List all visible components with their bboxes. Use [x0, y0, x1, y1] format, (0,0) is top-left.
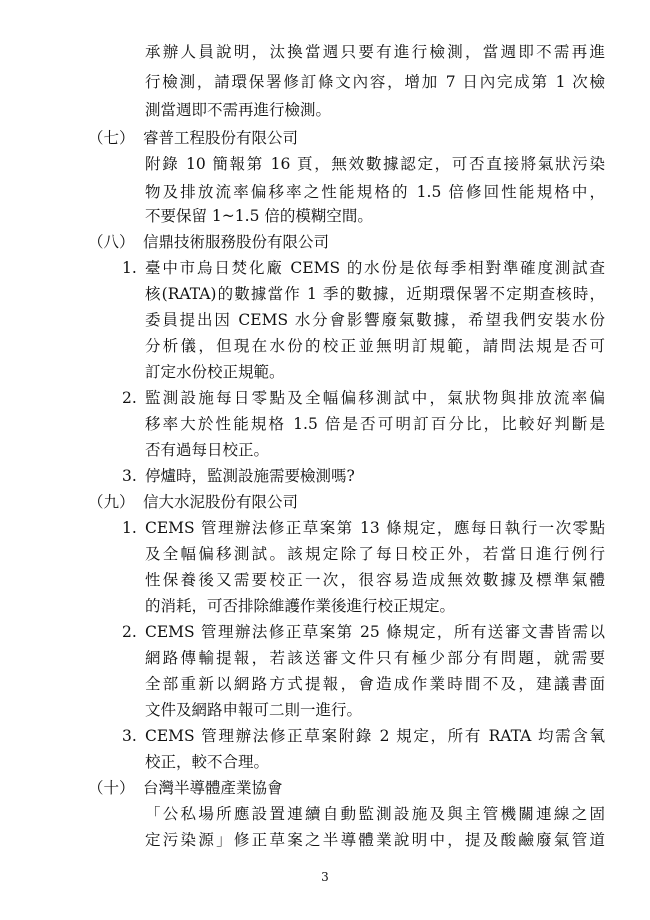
paragraph-line: 定污染源」修正草案之半導體業說明中，提及酸鹼廢氣管道	[145, 831, 605, 849]
paragraph-line: 全部重新以網路方式提報，會造成作業時間不及，建議書面	[145, 675, 605, 693]
paragraph-line: 委員提出因 CEMS 水分會影響廢氣數據，希望我們安裝水份	[145, 311, 605, 329]
section-marker: （十）	[88, 779, 135, 797]
paragraph-line: 物及排放流率偏移率之性能規格的 1.5 倍修回性能規格中，	[145, 183, 605, 201]
paragraph-line: 校正，較不合理。	[145, 753, 270, 771]
paragraph-line: 否有過每日校正。	[145, 441, 270, 459]
paragraph-line: 監測設施每日零點及全幅偏移測試中，氣狀物與排放流率偏	[145, 389, 605, 407]
paragraph-line: 停爐時，監測設施需要檢測嗎?	[145, 467, 355, 485]
section-marker: （七）	[88, 129, 135, 147]
section-title: 信鼎技術服務股份有限公司	[143, 233, 330, 251]
paragraph-line: 移率大於性能規格 1.5 倍是否可明訂百分比，比較好判斷是	[145, 415, 605, 433]
paragraph-line: 「公私場所應設置連續自動監測設施及與主管機關連線之固	[145, 805, 605, 823]
paragraph-line: CEMS 管理辦法修正草案第 13 條規定，應每日執行一次零點	[145, 519, 605, 537]
paragraph-line: 測當週即不需再進行檢測。	[145, 101, 332, 119]
paragraph-line: 文件及網路申報可二則一進行。	[145, 701, 363, 719]
item-number: 1.	[122, 519, 137, 537]
paragraph-line: 行檢測，請環保署修訂條文內容，增加 7 日內完成第 1 次檢	[145, 73, 605, 91]
paragraph-line: 訂定水份校正規範。	[145, 363, 285, 381]
paragraph-line: 核(RATA)的數據當作 1 季的數據，近期環保署不定期查核時，	[145, 285, 605, 303]
paragraph-line: CEMS 管理辦法修正草案第 25 條規定，所有送審文書皆需以	[145, 623, 605, 641]
section-title: 台灣半導體產業協會	[143, 779, 283, 797]
item-number: 1.	[122, 259, 137, 277]
section-title: 睿普工程股份有限公司	[143, 129, 299, 147]
section-marker: （九）	[88, 493, 135, 511]
section-marker: （八）	[88, 233, 135, 251]
item-number: 2.	[122, 389, 137, 407]
paragraph-line: 及全幅偏移測試。該規定除了每日校正外，若當日進行例行	[145, 545, 605, 563]
paragraph-line: 承辦人員說明，汰換當週只要有進行檢測，當週即不需再進	[145, 43, 605, 61]
item-number: 3.	[122, 467, 137, 485]
page-number: 3	[321, 870, 329, 884]
item-number: 3.	[122, 727, 137, 745]
item-number: 2.	[122, 623, 137, 641]
paragraph-line: 不要保留 1~1.5 倍的模糊空間。	[145, 207, 373, 225]
paragraph-line: 臺中市烏日焚化廠 CEMS 的水份是依每季相對準確度測試查	[145, 259, 605, 277]
paragraph-line: 的消耗，可否排除維護作業後進行校正規定。	[145, 597, 456, 615]
section-title: 信大水泥股份有限公司	[143, 493, 299, 511]
paragraph-line: 分析儀，但現在水份的校正並無明訂規範，請問法規是否可	[145, 337, 605, 355]
paragraph-line: 附錄 10 簡報第 16 頁，無效數據認定，可否直接將氣狀污染	[145, 155, 605, 173]
paragraph-line: 網路傳輸提報，若該送審文件只有極少部分有問題，就需要	[145, 649, 605, 667]
paragraph-line: 性保養後又需要校正一次，很容易造成無效數據及標準氣體	[145, 571, 605, 589]
paragraph-line: CEMS 管理辦法修正草案附錄 2 規定，所有 RATA 均需含氧	[145, 727, 605, 745]
